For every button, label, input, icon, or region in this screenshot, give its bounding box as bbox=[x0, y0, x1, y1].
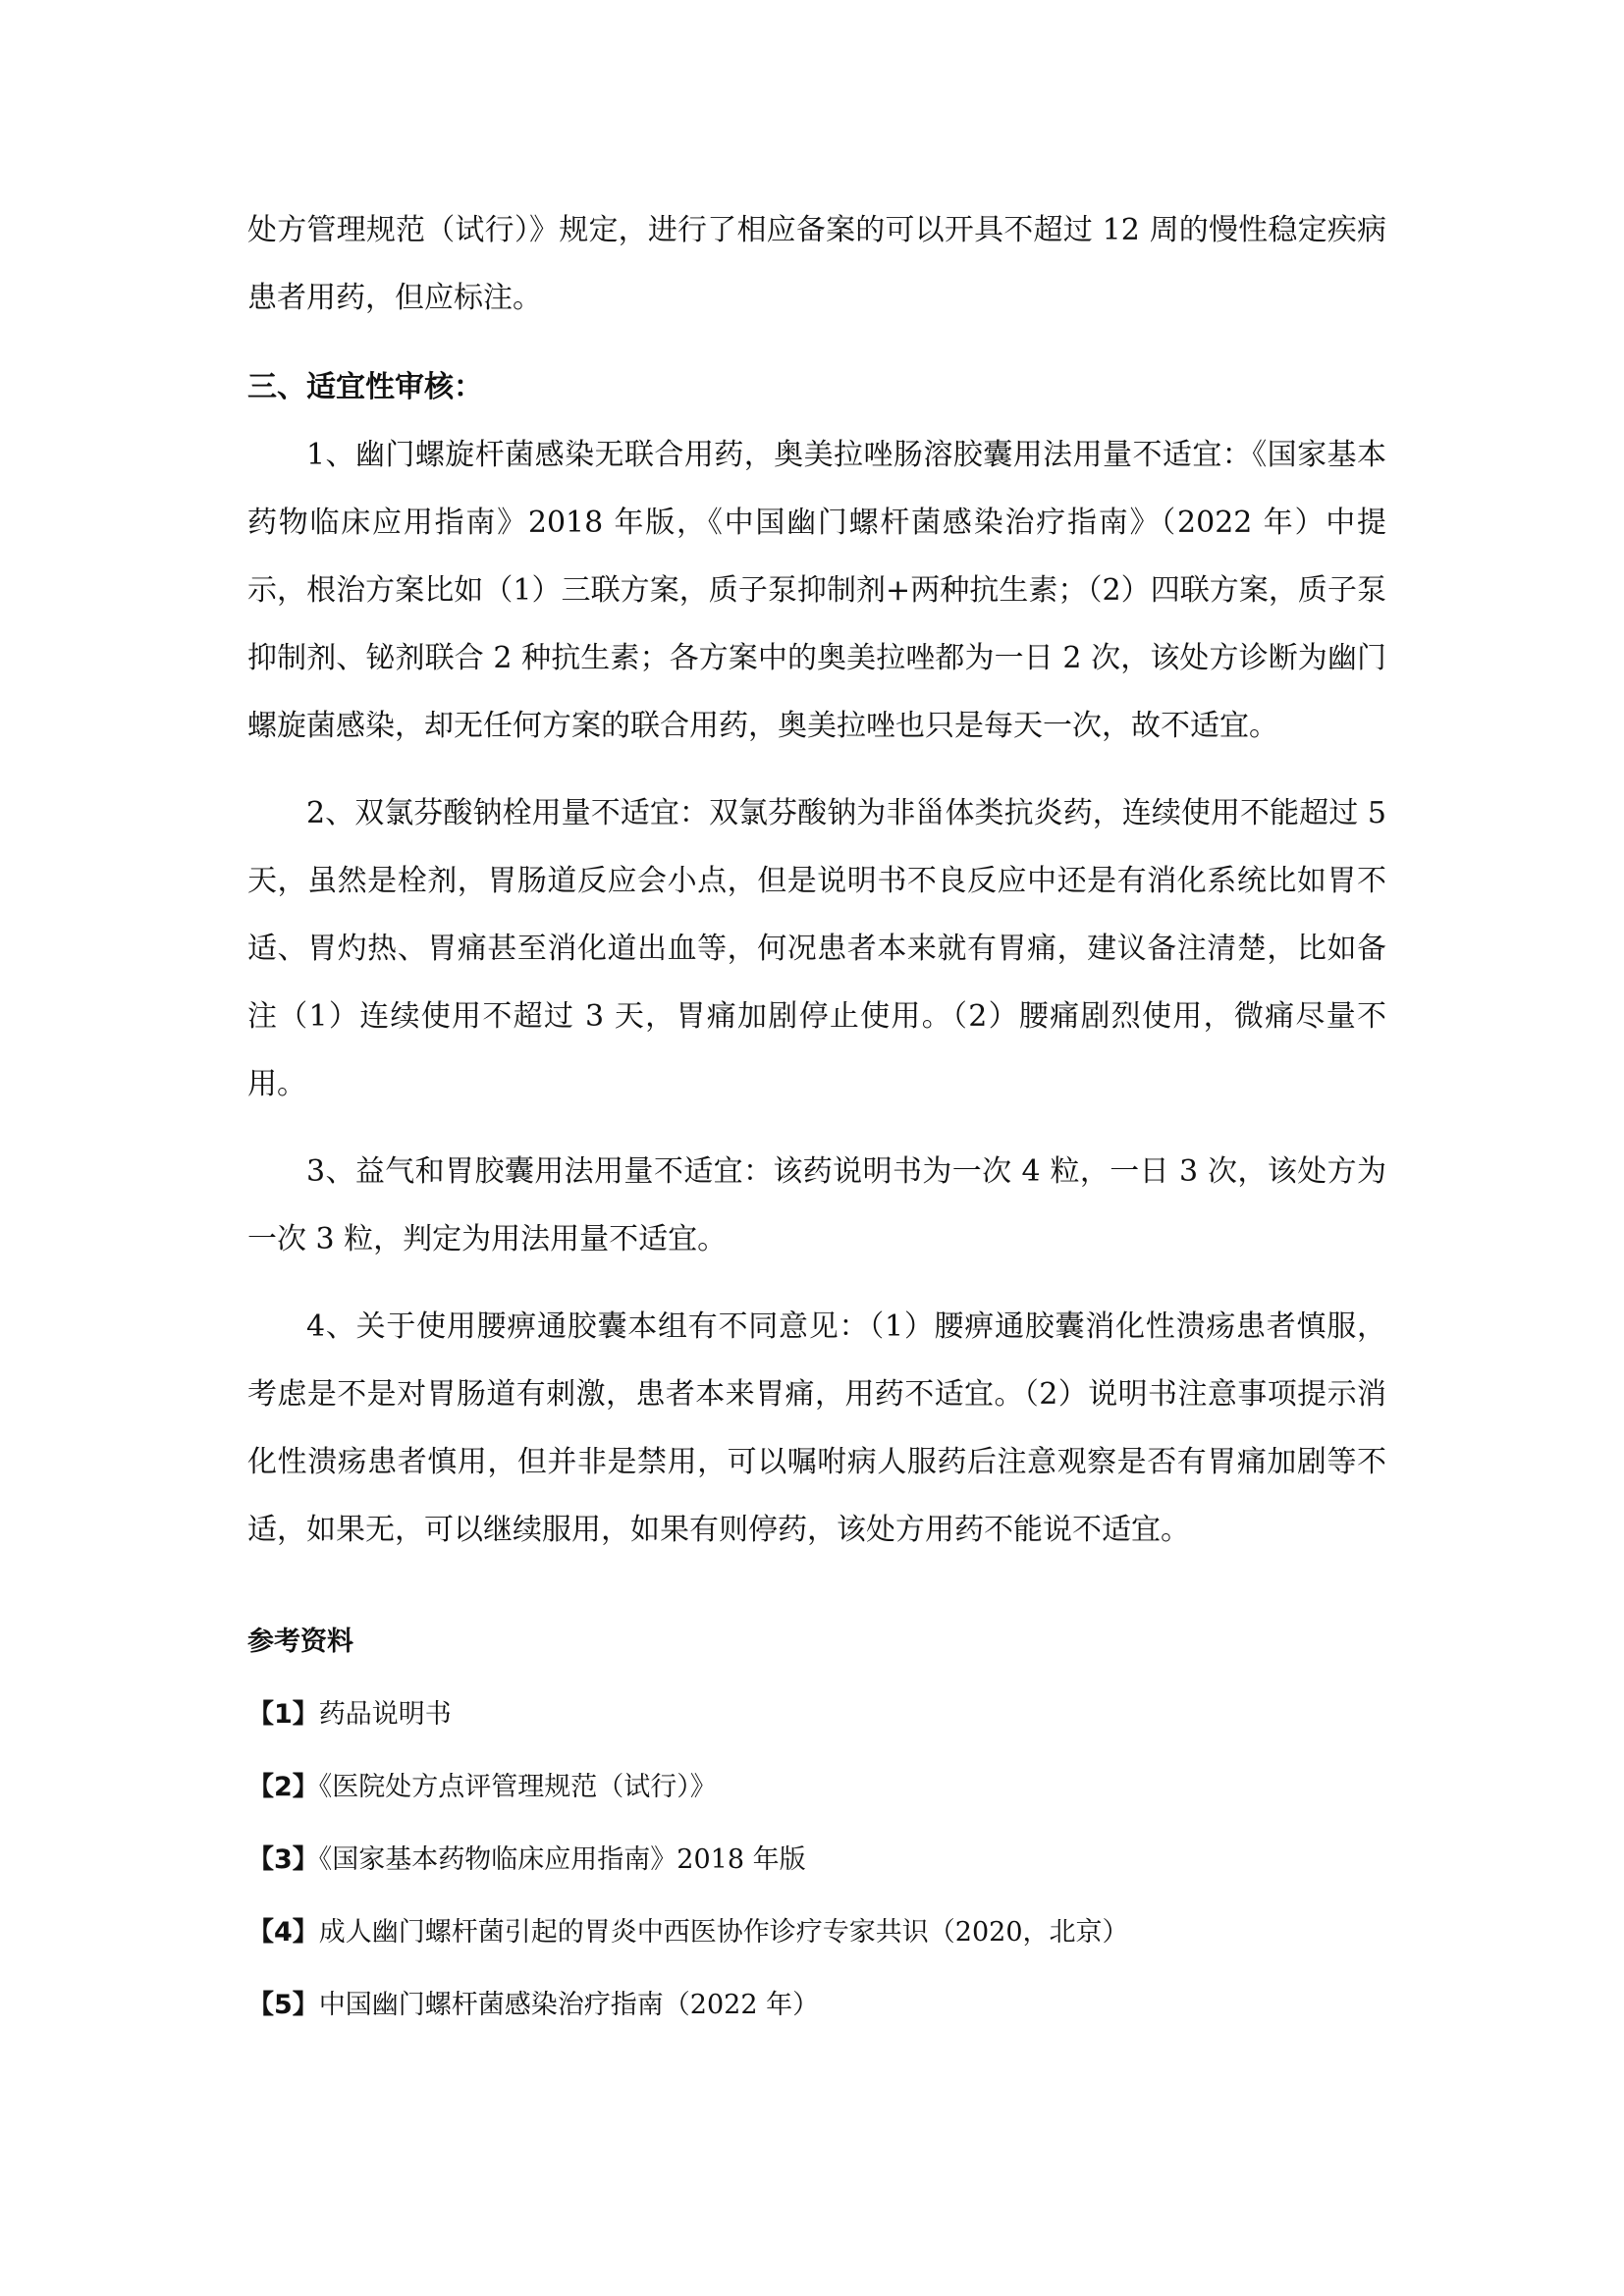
intro-paragraph: 处方管理规范（试行）》规定，进行了相应备案的可以开具不超过 12 周的慢性稳定疾病患者用药，但应标注。 bbox=[247, 213, 1386, 315]
reference-item bbox=[247, 1768, 1386, 1807]
references-heading: 参考资料 bbox=[247, 1627, 353, 1657]
review-item-4: 4、关于使用腰痹通胶囊本组有不同意见：（1）腰痹通胶囊消化性溃疡患者慎服，考虑是不是对胃肠道有刺激，患者本来胃痛，用药不适宜。（2）说明书注意事项提示消化性溃疡患者慎用，但并非是禁用，可以嘱咐病人服药后注意观察是否有胃痛加剧等不适，如果无，可以继续服用，如果有则停药，该处方用药不能说不适宜。 bbox=[247, 1309, 1386, 1547]
reference-tag: 【5】 bbox=[247, 1990, 319, 2020]
reference-text: 药品说明书 bbox=[318, 1699, 452, 1730]
reference-item bbox=[247, 1695, 1386, 1735]
reference-text: 中国幽门螺杆菌感染治疗指南（2022 年） bbox=[318, 1990, 820, 2020]
reference-tag: 【3】 bbox=[247, 1844, 319, 1875]
reference-text: 《国家基本药物临床应用指南》2018 年版 bbox=[318, 1844, 806, 1875]
reference-tag: 【4】 bbox=[247, 1917, 319, 1948]
review-item-2: 2、双氯芬酸钠栓用量不适宜：双氯芬酸钠为非甾体类抗炎药，连续使用不能超过 5 天，虽然是栓剂，胃肠道反应会小点，但是说明书不良反应中还是有消化系统比如胃不适、胃灼热、胃痛甚至消化道出血等，何况患者本来就有胃痛，建议备注清楚，比如备注（1）连续使用不超过 3 天，胃痛加剧停止使用。（2）腰痛剧烈使用，微痛尽量不用。 bbox=[247, 796, 1386, 1101]
reference-text: 成人幽门螺杆菌引起的胃炎中西医协作诊疗专家共识（2020，北京） bbox=[318, 1917, 1129, 1948]
reference-item bbox=[247, 1913, 1386, 1952]
reference-item bbox=[247, 1986, 1386, 2025]
review-item-1: 1、幽门螺旋杆菌感染无联合用药，奥美拉唑肠溶胶囊用法用量不适宜：《国家基本药物临床应用指南》2018 年版，《中国幽门螺杆菌感染治疗指南》（2022 年）中提示，根治方案比如（1）三联方案，质子泵抑制剂+两种抗生素；（2）四联方案，质子泵抑制剂、铋剂联合 2 种抗生素；各方案中的奥美拉唑都为一日 2 次，该处方诊断为幽门螺旋菌感染，却无任何方案的联合用药，奥美拉唑也只是每天一次，故不适宜。 bbox=[247, 438, 1386, 743]
section-heading: 三、适宜性审核： bbox=[247, 370, 483, 404]
review-item-3: 3、益气和胃胶囊用法用量不适宜：该药说明书为一次 4 粒，一日 3 次，该处方为一次 3 粒，判定为用法用量不适宜。 bbox=[247, 1154, 1386, 1256]
document-page bbox=[247, 196, 1386, 2025]
reference-tag: 【1】 bbox=[247, 1699, 319, 1730]
reference-item bbox=[247, 1841, 1386, 1880]
reference-text: 《医院处方点评管理规范（试行）》 bbox=[318, 1772, 717, 1802]
reference-tag: 【2】 bbox=[247, 1772, 319, 1802]
